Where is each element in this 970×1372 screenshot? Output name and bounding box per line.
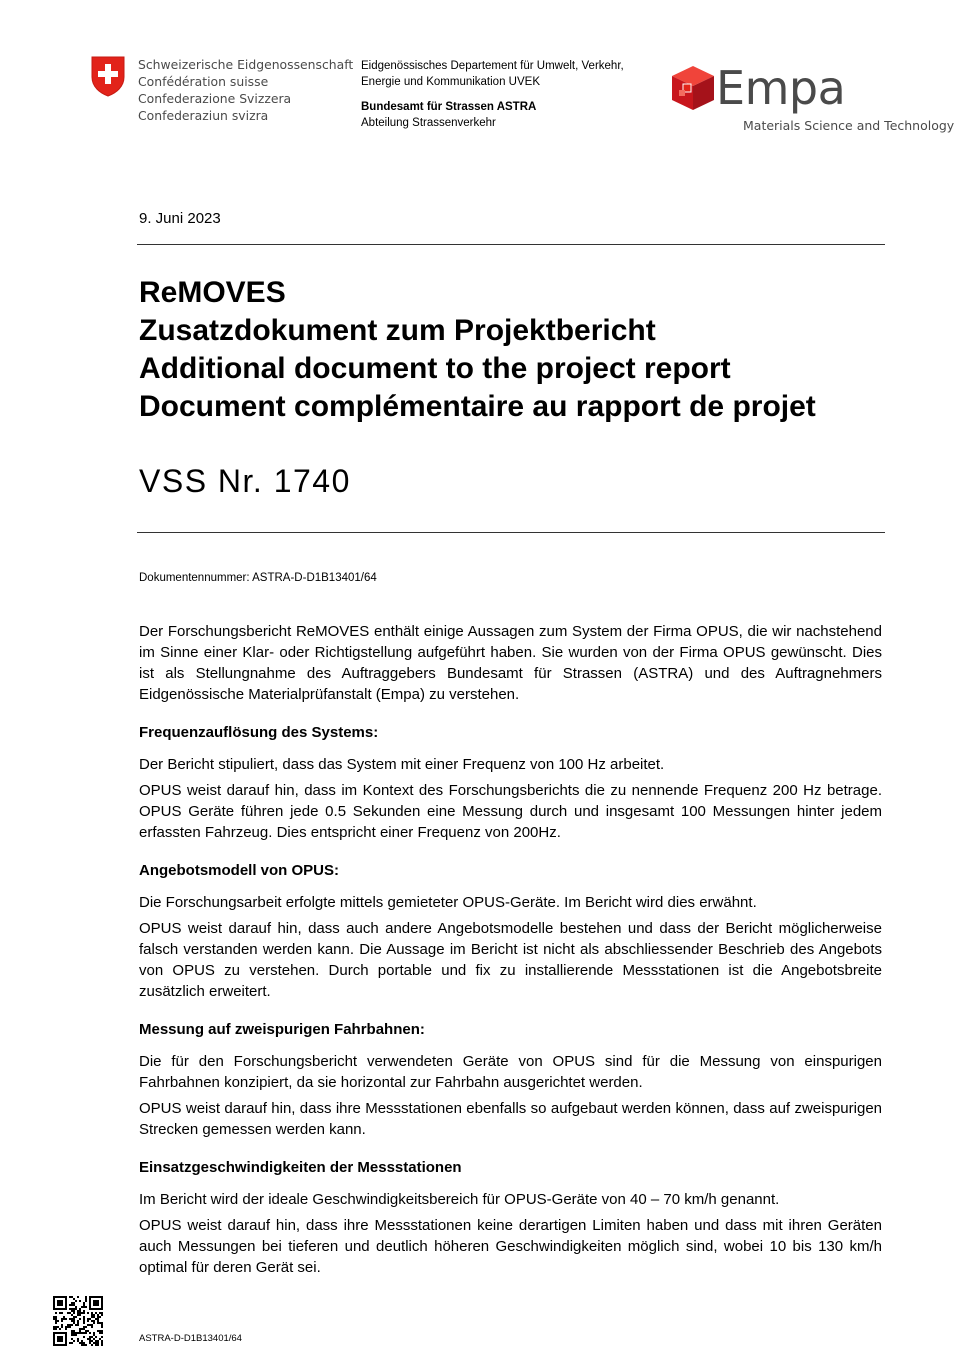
department-line2: Energie und Kommunikation UVEK	[361, 76, 540, 88]
confederation-names	[138, 56, 353, 124]
section-heading-offer-model: Angebotsmodell von OPUS:	[139, 862, 340, 879]
divider-bottom	[137, 532, 885, 533]
section-heading-speeds: Einsatzgeschwindigkeiten der Messstationen	[139, 1159, 462, 1176]
qr-code-icon	[53, 1296, 103, 1346]
empa-tagline: Materials Science and Technology	[743, 118, 955, 133]
confederation-name-fr: Confédération suisse	[138, 74, 269, 89]
section-paragraph: OPUS weist darauf hin, dass ihre Messstationen keine derartigen Limiten haben und dass mit ihren Geräten auch Messungen bei tieferen und deutlich höheren Geschwindigkeiten möglich sind, wobei 10 bis 130 km/h optimal für deren Gerät sei.	[139, 1217, 882, 1276]
divider-top	[137, 244, 885, 245]
title-line-en: Additional document to the project report	[139, 352, 731, 385]
section-paragraph: OPUS weist darauf hin, dass ihre Messstationen ebenfalls so aufgebaut werden können, dass auf zweispurigen Strecken gemessen werden kann.	[139, 1100, 882, 1138]
confederation-name-rm: Confederaziun svizra	[138, 108, 269, 123]
footer-document-number: ASTRA-D-D1B13401/64	[139, 1333, 242, 1344]
section-paragraph: Die Forschungsarbeit erfolgte mittels gemieteter OPUS-Geräte. Im Bericht wird dies erwähnt.	[139, 894, 757, 911]
swiss-coat-of-arms-icon	[90, 55, 126, 97]
department-block	[361, 58, 624, 131]
section-heading-frequency: Frequenzauflösung des Systems:	[139, 724, 379, 741]
title-line-project: ReMOVES	[139, 276, 286, 309]
empa-wordmark: Empa	[716, 61, 846, 115]
empa-cube-logo-icon	[668, 64, 718, 112]
vss-number: VSS Nr. 1740	[139, 463, 351, 499]
document-title	[139, 274, 816, 426]
department-line1: Eidgenössisches Departement für Umwelt, Verkehr,	[361, 60, 624, 72]
document-number: Dokumentennummer: ASTRA-D-D1B13401/64	[139, 572, 377, 584]
title-line-de: Zusatzdokument zum Projektbericht	[139, 314, 656, 347]
section-paragraph: Die für den Forschungsbericht verwendeten Geräte von OPUS sind für die Messung von einspurigen Fahrbahnen konzipiert, da sie horizontal zur Fahrbahn ausgerichtet werden.	[139, 1053, 882, 1091]
section-paragraph: Im Bericht wird der ideale Geschwindigkeitsbereich für OPUS-Geräte von 40 – 70 km/h genannt.	[139, 1191, 780, 1208]
document-body	[139, 621, 882, 1295]
section-paragraph: OPUS weist darauf hin, dass im Kontext des Forschungsberichts die zu nennende Frequenz 200 Hz betrage. OPUS Geräte führen jede 0.5 Sekunden eine Messung durch und insgesamt 100 Messungen hinter jedem erfassten Fahrzeug. Dies entspricht einer Frequenz von 200Hz.	[139, 782, 882, 841]
section-paragraph: Der Bericht stipuliert, dass das System mit einer Frequenz von 100 Hz arbeitet.	[139, 756, 665, 773]
section-heading-two-lane: Messung auf zweispurigen Fahrbahnen:	[139, 1021, 425, 1038]
document-date: 9. Juni 2023	[139, 210, 221, 227]
intro-paragraph: Der Forschungsbericht ReMOVES enthält einige Aussagen zum System der Firma OPUS, die wir nachstehend im Sinne einer Klar- oder Richtigstellung aufgeführt haben. Sie wurden von der Firma OPUS gewünscht. Dies ist als Stellungnahme des Auftraggebers Bundesamt für Strassen (ASTRA) und des Auftragnehmers Eidgenössische Materialprüfanstalt (Empa) zu verstehen.	[139, 623, 882, 703]
title-line-fr: Document complémentaire au rapport de projet	[139, 390, 816, 423]
confederation-name-it: Confederazione Svizzera	[138, 91, 292, 106]
division-name: Abteilung Strassenverkehr	[361, 117, 496, 129]
confederation-name-de: Schweizerische Eidgenossenschaft	[138, 57, 354, 72]
office-name: Bundesamt für Strassen ASTRA	[361, 101, 537, 113]
section-paragraph: OPUS weist darauf hin, dass auch andere Angebotsmodelle bestehen und dass der Bericht möglicherweise falsch verstanden werden kann. Die Aussage im Bericht ist nicht als abschliessender Beschrieb des Angebots von OPUS zu verstehen. Durch portable und fix zu installierende Messstationen ist die Angebotsbreite zusätzlich erweitert.	[139, 920, 882, 1000]
